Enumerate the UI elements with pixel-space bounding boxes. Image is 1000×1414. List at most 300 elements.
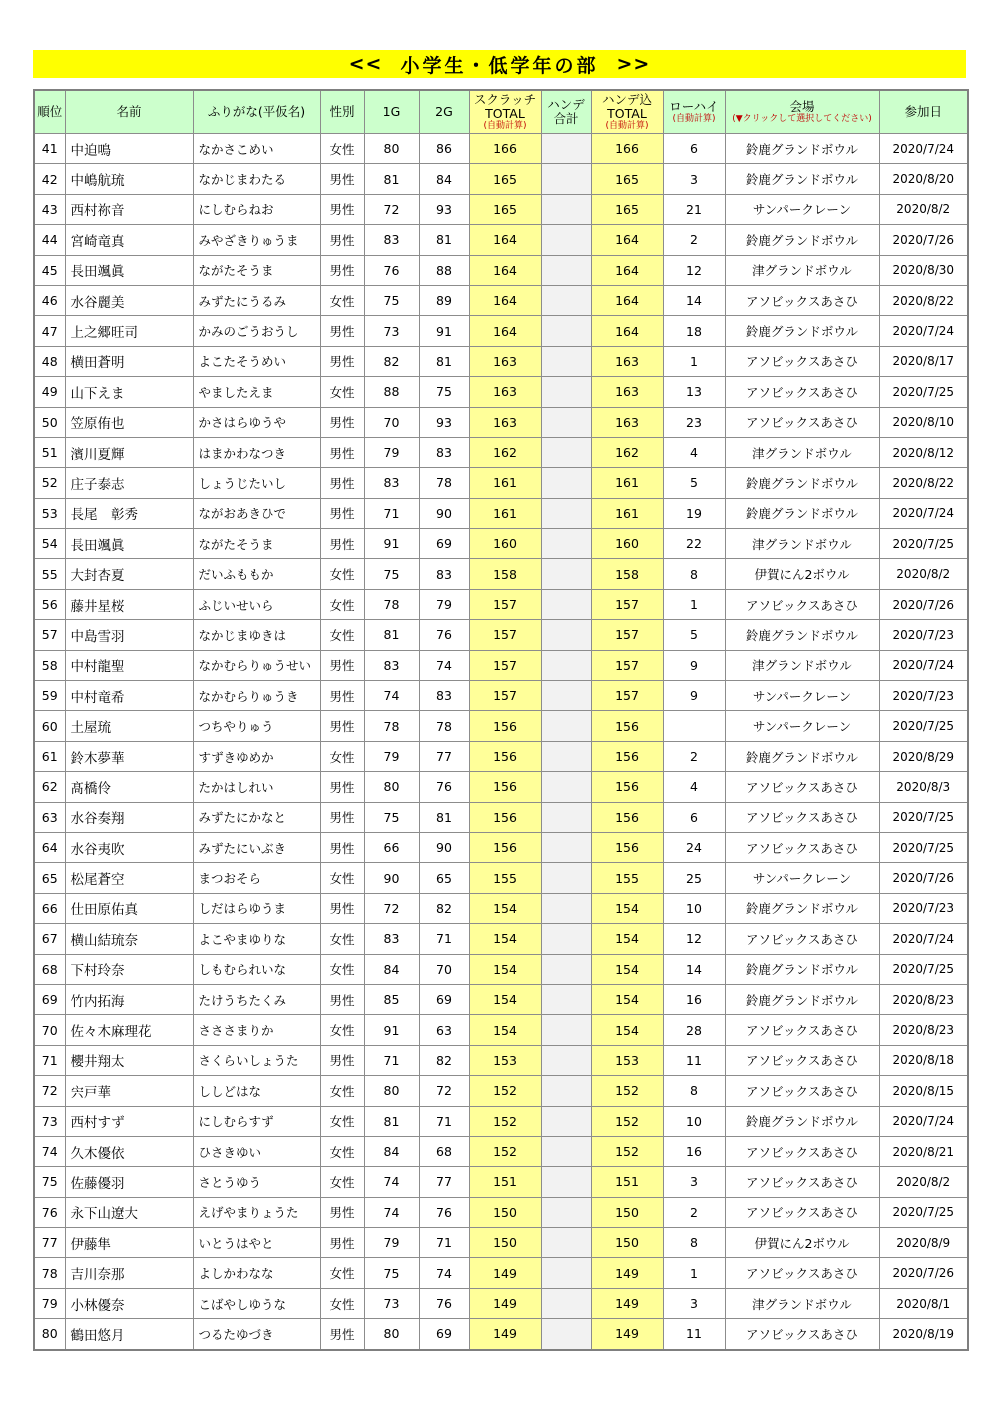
game2-cell: 82 <box>419 1045 469 1075</box>
low-high-cell: 6 <box>663 802 725 832</box>
low-high-cell: 4 <box>663 772 725 802</box>
scratch-total-cell: 164 <box>469 285 541 315</box>
date-cell: 2020/7/25 <box>879 711 968 741</box>
low-high-cell: 3 <box>663 1167 725 1197</box>
handicap-cell <box>541 529 591 559</box>
venue-cell: 津グランドボウル <box>725 529 879 559</box>
handicap-cell <box>541 1319 591 1350</box>
table-row <box>34 1167 968 1197</box>
handicap-total-cell: 163 <box>591 407 663 437</box>
handicap-total-cell: 155 <box>591 863 663 893</box>
rank-cell: 73 <box>34 1106 65 1136</box>
kana-cell: ながおあきひで <box>193 498 320 528</box>
title-left-mark: << <box>348 53 383 75</box>
kana-cell: しょうじたいし <box>193 468 320 498</box>
game1-cell: 85 <box>364 984 419 1014</box>
venue-cell: 鈴鹿グランドボウル <box>725 225 879 255</box>
game2-cell: 70 <box>419 954 469 984</box>
page-title <box>33 50 966 78</box>
gender-cell: 女性 <box>320 1015 364 1045</box>
handicap-total-cell: 157 <box>591 589 663 619</box>
rank-cell: 76 <box>34 1197 65 1227</box>
name-cell: 櫻井翔太 <box>65 1045 193 1075</box>
table-row <box>34 1076 968 1106</box>
handicap-cell <box>541 1076 591 1106</box>
kana-cell: ながたそうま <box>193 255 320 285</box>
header-handicap-total-total: TOTAL <box>607 105 647 121</box>
gender-cell: 男性 <box>320 468 364 498</box>
date-cell: 2020/7/23 <box>879 893 968 923</box>
game1-cell: 78 <box>364 589 419 619</box>
venue-cell: アソビックスあさひ <box>725 1015 879 1045</box>
table-row <box>34 1106 968 1136</box>
scratch-total-cell: 155 <box>469 863 541 893</box>
handicap-total-cell: 156 <box>591 711 663 741</box>
date-cell: 2020/7/25 <box>879 802 968 832</box>
kana-cell: はまかわなつき <box>193 437 320 467</box>
venue-cell: 津グランドボウル <box>725 437 879 467</box>
name-cell: 横田蒼明 <box>65 346 193 376</box>
kana-cell: さささまりか <box>193 1015 320 1045</box>
venue-cell: 鈴鹿グランドボウル <box>725 164 879 194</box>
handicap-total-cell: 154 <box>591 893 663 923</box>
low-high-cell: 12 <box>663 255 725 285</box>
name-cell: 佐藤優羽 <box>65 1167 193 1197</box>
gender-cell: 女性 <box>320 1106 364 1136</box>
game1-cell: 78 <box>364 711 419 741</box>
game2-cell: 93 <box>419 194 469 224</box>
table-row <box>34 559 968 589</box>
kana-cell: いとうはやと <box>193 1228 320 1258</box>
rank-cell: 80 <box>34 1319 65 1350</box>
table-row <box>34 863 968 893</box>
venue-cell: 鈴鹿グランドボウル <box>725 954 879 984</box>
table-row <box>34 1136 968 1166</box>
low-high-cell: 5 <box>663 620 725 650</box>
game2-cell: 83 <box>419 437 469 467</box>
name-cell: 鶴田悠月 <box>65 1319 193 1350</box>
game1-cell: 72 <box>364 194 419 224</box>
venue-cell: アソビックスあさひ <box>725 1136 879 1166</box>
game1-cell: 79 <box>364 437 419 467</box>
game2-cell: 65 <box>419 863 469 893</box>
venue-cell: アソビックスあさひ <box>725 802 879 832</box>
table-row <box>34 1045 968 1075</box>
kana-cell: よこやまゆりな <box>193 924 320 954</box>
game2-cell: 75 <box>419 377 469 407</box>
rank-cell: 50 <box>34 407 65 437</box>
low-high-cell: 14 <box>663 285 725 315</box>
kana-cell: だいふももか <box>193 559 320 589</box>
header-scratch-label: スクラッチ <box>473 91 537 107</box>
game1-cell: 84 <box>364 1136 419 1166</box>
name-cell: 長田颯眞 <box>65 529 193 559</box>
scratch-total-cell: 166 <box>469 134 541 164</box>
low-high-cell <box>663 711 725 741</box>
name-cell: 藤井星桜 <box>65 589 193 619</box>
handicap-cell <box>541 1167 591 1197</box>
game1-cell: 81 <box>364 1106 419 1136</box>
kana-cell: ししどはな <box>193 1076 320 1106</box>
gender-cell: 男性 <box>320 893 364 923</box>
handicap-cell <box>541 954 591 984</box>
game1-cell: 82 <box>364 346 419 376</box>
low-high-cell: 16 <box>663 984 725 1014</box>
handicap-total-cell: 163 <box>591 346 663 376</box>
gender-cell: 男性 <box>320 1319 364 1350</box>
venue-cell: アソビックスあさひ <box>725 1258 879 1288</box>
header-gender: 性別 <box>320 90 364 134</box>
rank-cell: 67 <box>34 924 65 954</box>
table-row <box>34 589 968 619</box>
low-high-cell: 19 <box>663 498 725 528</box>
low-high-cell: 11 <box>663 1045 725 1075</box>
rank-cell: 75 <box>34 1167 65 1197</box>
rank-cell: 77 <box>34 1228 65 1258</box>
low-high-cell: 24 <box>663 832 725 862</box>
low-high-cell: 6 <box>663 134 725 164</box>
scratch-total-cell: 164 <box>469 225 541 255</box>
low-high-cell: 28 <box>663 1015 725 1045</box>
date-cell: 2020/7/26 <box>879 863 968 893</box>
scratch-total-cell: 165 <box>469 194 541 224</box>
game2-cell: 74 <box>419 1258 469 1288</box>
game2-cell: 69 <box>419 529 469 559</box>
date-cell: 2020/8/2 <box>879 1167 968 1197</box>
game1-cell: 83 <box>364 225 419 255</box>
handicap-total-cell: 160 <box>591 529 663 559</box>
low-high-cell: 22 <box>663 529 725 559</box>
game1-cell: 75 <box>364 802 419 832</box>
rank-cell: 66 <box>34 893 65 923</box>
gender-cell: 女性 <box>320 589 364 619</box>
game2-cell: 78 <box>419 711 469 741</box>
handicap-total-cell: 154 <box>591 954 663 984</box>
game2-cell: 78 <box>419 468 469 498</box>
handicap-total-cell: 164 <box>591 285 663 315</box>
game2-cell: 81 <box>419 346 469 376</box>
low-high-cell: 4 <box>663 437 725 467</box>
header-scratch-total-label: TOTAL <box>485 105 525 121</box>
header-game1: 1G <box>364 90 419 134</box>
date-cell: 2020/8/12 <box>879 437 968 467</box>
scratch-total-cell: 163 <box>469 346 541 376</box>
kana-cell: なかむらりゅうせい <box>193 650 320 680</box>
handicap-cell <box>541 437 591 467</box>
handicap-total-cell: 153 <box>591 1045 663 1075</box>
kana-cell: すずきゆめか <box>193 741 320 771</box>
game1-cell: 80 <box>364 772 419 802</box>
name-cell: 久木優依 <box>65 1136 193 1166</box>
gender-cell: 女性 <box>320 1136 364 1166</box>
venue-cell: 鈴鹿グランドボウル <box>725 984 879 1014</box>
venue-cell: アソビックスあさひ <box>725 589 879 619</box>
game2-cell: 69 <box>419 1319 469 1350</box>
header-venue-label: 会場 <box>789 98 815 114</box>
low-high-cell: 25 <box>663 863 725 893</box>
date-cell: 2020/7/23 <box>879 681 968 711</box>
venue-cell: サンパークレーン <box>725 681 879 711</box>
rank-cell: 55 <box>34 559 65 589</box>
name-cell: 西村祢音 <box>65 194 193 224</box>
gender-cell: 女性 <box>320 1288 364 1318</box>
game2-cell: 68 <box>419 1136 469 1166</box>
game2-cell: 82 <box>419 893 469 923</box>
gender-cell: 男性 <box>320 529 364 559</box>
scratch-total-cell: 163 <box>469 377 541 407</box>
table-row <box>34 954 968 984</box>
game2-cell: 77 <box>419 741 469 771</box>
title-right-mark: >> <box>616 53 651 75</box>
date-cell: 2020/8/10 <box>879 407 968 437</box>
name-cell: 上之郷旺司 <box>65 316 193 346</box>
gender-cell: 男性 <box>320 316 364 346</box>
venue-cell: 伊賀にん2ボウル <box>725 1228 879 1258</box>
kana-cell: こばやしゆうな <box>193 1288 320 1318</box>
scratch-total-cell: 154 <box>469 1015 541 1045</box>
handicap-cell <box>541 802 591 832</box>
kana-cell: かさはらゆうや <box>193 407 320 437</box>
handicap-cell <box>541 772 591 802</box>
rank-cell: 58 <box>34 650 65 680</box>
table-row <box>34 1228 968 1258</box>
scratch-total-cell: 165 <box>469 164 541 194</box>
venue-cell: アソビックスあさひ <box>725 1076 879 1106</box>
venue-cell: 鈴鹿グランドボウル <box>725 893 879 923</box>
name-cell: 宍戸華 <box>65 1076 193 1106</box>
kana-cell: やましたえま <box>193 377 320 407</box>
gender-cell: 女性 <box>320 559 364 589</box>
kana-cell: ながたそうま <box>193 529 320 559</box>
kana-cell: まつおそら <box>193 863 320 893</box>
game1-cell: 81 <box>364 620 419 650</box>
game1-cell: 83 <box>364 650 419 680</box>
game1-cell: 88 <box>364 377 419 407</box>
table-row <box>34 1197 968 1227</box>
venue-cell: 鈴鹿グランドボウル <box>725 1106 879 1136</box>
scratch-total-cell: 154 <box>469 893 541 923</box>
handicap-cell <box>541 559 591 589</box>
game1-cell: 83 <box>364 468 419 498</box>
scratch-total-cell: 157 <box>469 620 541 650</box>
handicap-cell <box>541 1045 591 1075</box>
handicap-total-cell: 166 <box>591 134 663 164</box>
gender-cell: 男性 <box>320 225 364 255</box>
venue-cell: 鈴鹿グランドボウル <box>725 468 879 498</box>
name-cell: 長田颯眞 <box>65 255 193 285</box>
scratch-total-cell: 156 <box>469 741 541 771</box>
kana-cell: しもむられいな <box>193 954 320 984</box>
scratch-total-cell: 161 <box>469 498 541 528</box>
scratch-total-cell: 152 <box>469 1106 541 1136</box>
handicap-total-cell: 150 <box>591 1228 663 1258</box>
rank-cell: 65 <box>34 863 65 893</box>
table-row <box>34 194 968 224</box>
gender-cell: 男性 <box>320 711 364 741</box>
table-row <box>34 741 968 771</box>
game2-cell: 69 <box>419 984 469 1014</box>
venue-cell: アソビックスあさひ <box>725 832 879 862</box>
venue-cell: アソビックスあさひ <box>725 1167 879 1197</box>
handicap-cell <box>541 1228 591 1258</box>
rank-cell: 48 <box>34 346 65 376</box>
gender-cell: 男性 <box>320 194 364 224</box>
name-cell: 濱川夏輝 <box>65 437 193 467</box>
game2-cell: 90 <box>419 832 469 862</box>
handicap-cell <box>541 893 591 923</box>
date-cell: 2020/8/23 <box>879 1015 968 1045</box>
date-cell: 2020/7/24 <box>879 316 968 346</box>
scratch-total-cell: 150 <box>469 1197 541 1227</box>
kana-cell: よこたそうめい <box>193 346 320 376</box>
gender-cell: 女性 <box>320 1258 364 1288</box>
game2-cell: 83 <box>419 681 469 711</box>
handicap-total-cell: 161 <box>591 468 663 498</box>
table-row <box>34 377 968 407</box>
rank-cell: 44 <box>34 225 65 255</box>
date-cell: 2020/7/25 <box>879 1197 968 1227</box>
scratch-total-cell: 157 <box>469 650 541 680</box>
name-cell: 中村竜希 <box>65 681 193 711</box>
header-handicap <box>541 90 591 134</box>
handicap-total-cell: 158 <box>591 559 663 589</box>
name-cell: 中島雪羽 <box>65 620 193 650</box>
name-cell: 伊藤隼 <box>65 1228 193 1258</box>
handicap-total-cell: 152 <box>591 1106 663 1136</box>
name-cell: 横山結琉奈 <box>65 924 193 954</box>
gender-cell: 女性 <box>320 924 364 954</box>
game2-cell: 72 <box>419 1076 469 1106</box>
rank-cell: 57 <box>34 620 65 650</box>
low-high-cell: 3 <box>663 1288 725 1318</box>
game2-cell: 83 <box>419 559 469 589</box>
game1-cell: 75 <box>364 559 419 589</box>
handicap-total-cell: 157 <box>591 650 663 680</box>
game1-cell: 90 <box>364 863 419 893</box>
game2-cell: 90 <box>419 498 469 528</box>
scratch-total-cell: 162 <box>469 437 541 467</box>
scratch-total-cell: 154 <box>469 924 541 954</box>
low-high-cell: 2 <box>663 225 725 255</box>
handicap-cell <box>541 285 591 315</box>
rank-cell: 74 <box>34 1136 65 1166</box>
name-cell: 永下山遼大 <box>65 1197 193 1227</box>
handicap-total-cell: 152 <box>591 1076 663 1106</box>
game1-cell: 70 <box>364 407 419 437</box>
handicap-cell <box>541 468 591 498</box>
table-row <box>34 316 968 346</box>
handicap-cell <box>541 589 591 619</box>
date-cell: 2020/8/29 <box>879 741 968 771</box>
header-scratch-total <box>469 90 541 134</box>
table-row <box>34 711 968 741</box>
name-cell: 髙橋伶 <box>65 772 193 802</box>
rank-cell: 78 <box>34 1258 65 1288</box>
venue-cell: アソビックスあさひ <box>725 346 879 376</box>
kana-cell: なかじまわたる <box>193 164 320 194</box>
gender-cell: 女性 <box>320 1167 364 1197</box>
rank-cell: 60 <box>34 711 65 741</box>
game1-cell: 73 <box>364 1288 419 1318</box>
game1-cell: 80 <box>364 134 419 164</box>
handicap-cell <box>541 225 591 255</box>
handicap-cell <box>541 377 591 407</box>
header-scratch-auto: (自動計算) <box>483 120 527 131</box>
handicap-cell <box>541 681 591 711</box>
name-cell: 水谷夷吹 <box>65 832 193 862</box>
header-low-high-auto: (自動計算) <box>672 113 716 124</box>
gender-cell: 男性 <box>320 164 364 194</box>
scratch-total-cell: 156 <box>469 832 541 862</box>
kana-cell: なかさこめい <box>193 134 320 164</box>
handicap-cell <box>541 741 591 771</box>
handicap-total-cell: 163 <box>591 377 663 407</box>
rank-cell: 69 <box>34 984 65 1014</box>
table-row <box>34 924 968 954</box>
handicap-cell <box>541 1015 591 1045</box>
name-cell: 佐々木麻理花 <box>65 1015 193 1045</box>
gender-cell: 男性 <box>320 1197 364 1227</box>
table-header <box>34 90 968 134</box>
scratch-total-cell: 156 <box>469 711 541 741</box>
low-high-cell: 8 <box>663 1228 725 1258</box>
venue-cell: アソビックスあさひ <box>725 285 879 315</box>
venue-cell: 津グランドボウル <box>725 255 879 285</box>
game1-cell: 72 <box>364 893 419 923</box>
kana-cell: さとうゆう <box>193 1167 320 1197</box>
table-row <box>34 772 968 802</box>
scratch-total-cell: 156 <box>469 802 541 832</box>
game1-cell: 80 <box>364 1076 419 1106</box>
game1-cell: 84 <box>364 954 419 984</box>
scratch-total-cell: 164 <box>469 316 541 346</box>
handicap-cell <box>541 620 591 650</box>
date-cell: 2020/7/25 <box>879 529 968 559</box>
gender-cell: 女性 <box>320 134 364 164</box>
name-cell: 庄子泰志 <box>65 468 193 498</box>
table-row <box>34 407 968 437</box>
game1-cell: 74 <box>364 1167 419 1197</box>
handicap-cell <box>541 407 591 437</box>
rank-cell: 42 <box>34 164 65 194</box>
table-row <box>34 225 968 255</box>
gender-cell: 男性 <box>320 407 364 437</box>
name-cell: 大封杏夏 <box>65 559 193 589</box>
rank-cell: 68 <box>34 954 65 984</box>
header-game2: 2G <box>419 90 469 134</box>
header-handicap-total <box>591 90 663 134</box>
scratch-total-cell: 157 <box>469 681 541 711</box>
rank-cell: 45 <box>34 255 65 285</box>
table-row <box>34 984 968 1014</box>
table-row <box>34 681 968 711</box>
handicap-total-cell: 156 <box>591 741 663 771</box>
gender-cell: 男性 <box>320 255 364 285</box>
gender-cell: 女性 <box>320 863 364 893</box>
date-cell: 2020/7/25 <box>879 832 968 862</box>
table-row <box>34 346 968 376</box>
venue-cell: アソビックスあさひ <box>725 377 879 407</box>
scratch-total-cell: 153 <box>469 1045 541 1075</box>
game2-cell: 71 <box>419 924 469 954</box>
game2-cell: 81 <box>419 225 469 255</box>
scratch-total-cell: 164 <box>469 255 541 285</box>
venue-cell: 伊賀にん2ボウル <box>725 559 879 589</box>
handicap-cell <box>541 1197 591 1227</box>
header-venue <box>725 90 879 134</box>
handicap-total-cell: 164 <box>591 316 663 346</box>
date-cell: 2020/8/15 <box>879 1076 968 1106</box>
